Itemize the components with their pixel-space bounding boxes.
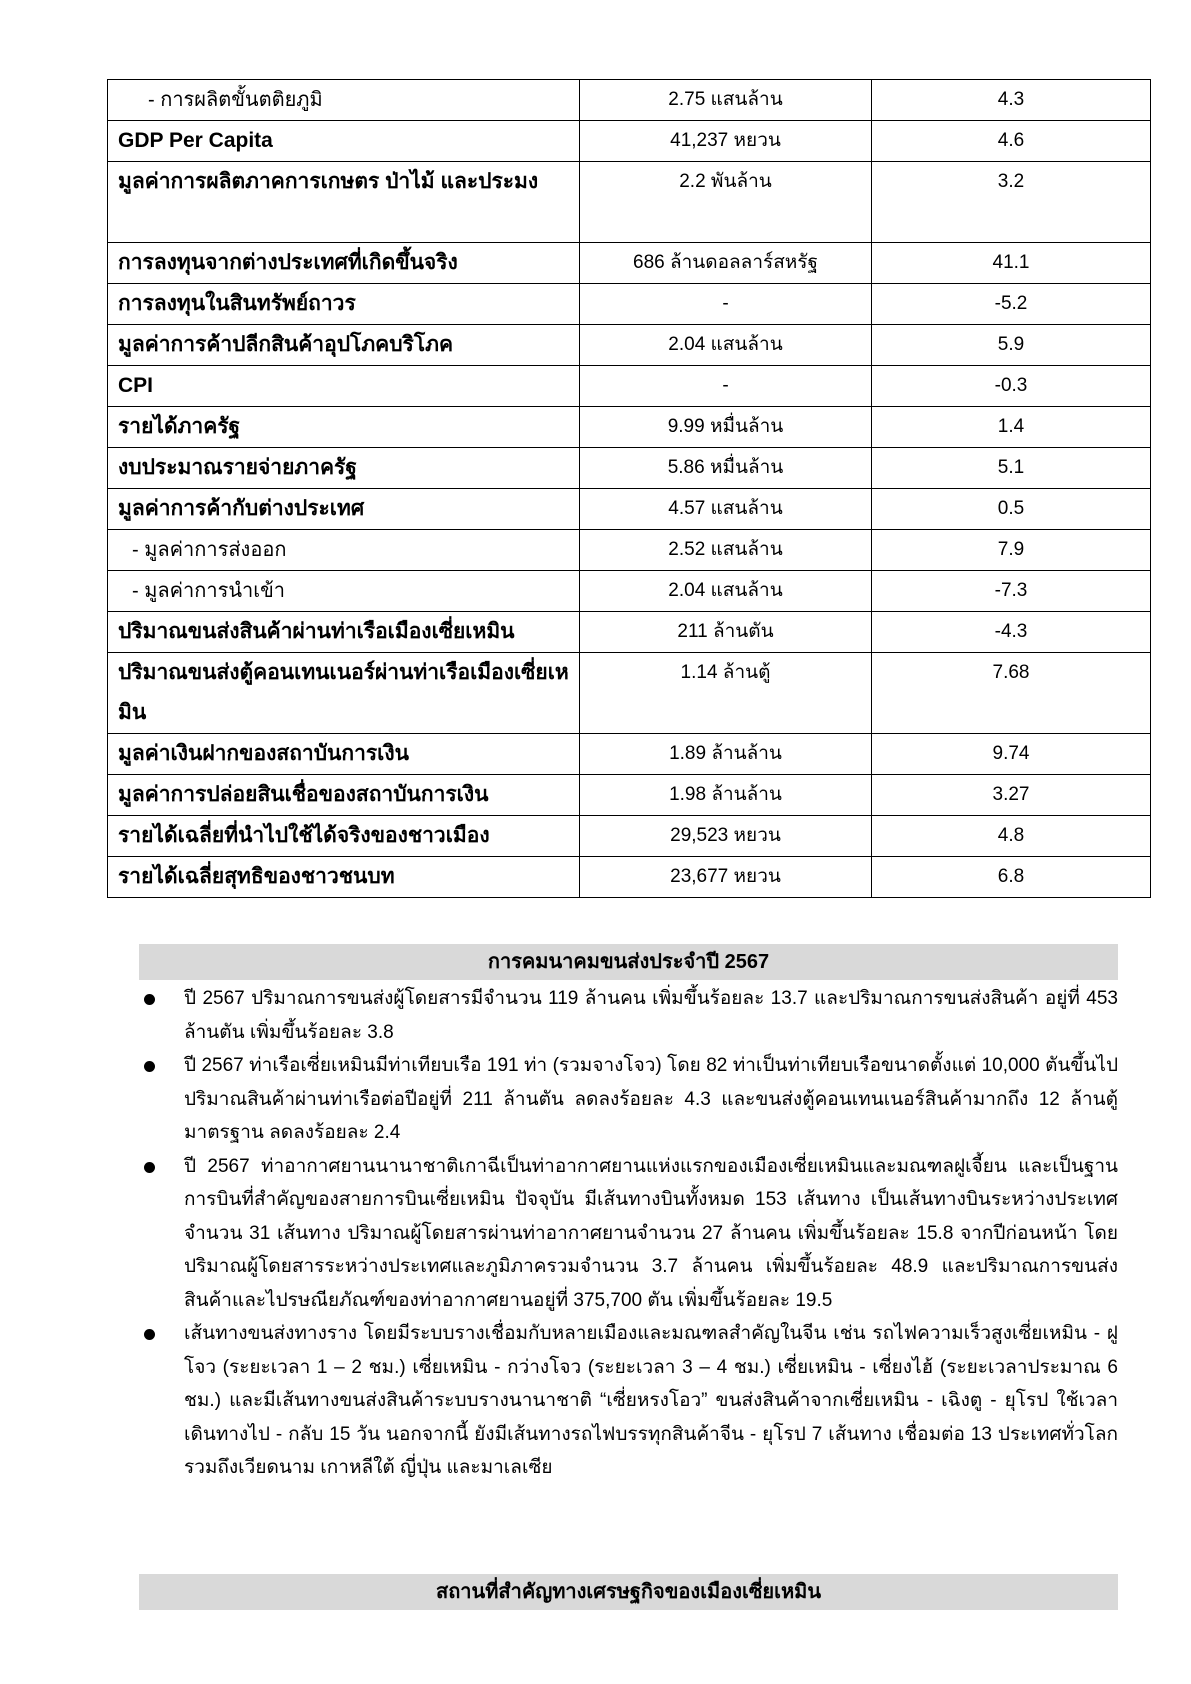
table-row xyxy=(108,775,1151,816)
row-label: มูลค่าการค้าปลีกสินค้าอุปโภคบริโภค xyxy=(108,325,580,366)
transport-bullet-list xyxy=(139,982,1118,1485)
row-value: - xyxy=(580,284,872,325)
row-change: 4.8 xyxy=(872,816,1151,857)
row-value: 2.04 แสนล้าน xyxy=(580,571,872,612)
row-value: 29,523 หยวน xyxy=(580,816,872,857)
row-value: 1.14 ล้านตู้ xyxy=(580,653,872,734)
list-item xyxy=(139,1317,1118,1485)
table-row xyxy=(108,816,1151,857)
row-label: มูลค่าการผลิตภาคการเกษตร ป่าไม้ และประมง xyxy=(108,162,580,243)
row-change: 7.68 xyxy=(872,653,1151,734)
bullet-icon xyxy=(144,1061,155,1072)
row-label: ปริมาณขนส่งตู้คอนเทนเนอร์ผ่านท่าเรือเมืองเซี่ยเหมิน xyxy=(108,653,580,734)
row-change: -4.3 xyxy=(872,612,1151,653)
row-label: CPI xyxy=(108,366,580,407)
row-change: 1.4 xyxy=(872,407,1151,448)
bullet-text: ปี 2567 ปริมาณการขนส่งผู้โดยสารมีจำนวน 119 ล้านคน เพิ่มขึ้นร้อยละ 13.7 และปริมาณการขนส่งสินค้า อยู่ที่ 453 ล้านตัน เพิ่มขึ้นร้อยละ 3.8 xyxy=(184,988,1118,1043)
row-value: 5.86 หมื่นล้าน xyxy=(580,448,872,489)
table-row xyxy=(108,121,1151,162)
list-item xyxy=(139,982,1118,1049)
table-row xyxy=(108,612,1151,653)
row-label: - การผลิตขั้นตติยภูมิ xyxy=(108,80,580,121)
row-value: 2.04 แสนล้าน xyxy=(580,325,872,366)
table-row xyxy=(108,448,1151,489)
bullet-icon xyxy=(144,1162,155,1173)
table-row xyxy=(108,325,1151,366)
table-row xyxy=(108,653,1151,734)
row-value: 2.2 พันล้าน xyxy=(580,162,872,243)
row-value: 9.99 หมื่นล้าน xyxy=(580,407,872,448)
row-change: 6.8 xyxy=(872,857,1151,898)
row-label: - มูลค่าการส่งออก xyxy=(108,530,580,571)
table-row xyxy=(108,162,1151,243)
row-label: รายได้ภาครัฐ xyxy=(108,407,580,448)
table-row xyxy=(108,734,1151,775)
row-label: มูลค่าเงินฝากของสถาบันการเงิน xyxy=(108,734,580,775)
table-row xyxy=(108,284,1151,325)
row-label: รายได้เฉลี่ยที่นำไปใช้ได้จริงของชาวเมือง xyxy=(108,816,580,857)
row-change: 5.1 xyxy=(872,448,1151,489)
row-label: การลงทุนในสินทรัพย์ถาวร xyxy=(108,284,580,325)
table-row xyxy=(108,80,1151,121)
table-row xyxy=(108,571,1151,612)
row-change: 9.74 xyxy=(872,734,1151,775)
bullet-text: ปี 2567 ท่าอากาศยานนานาชาติเกาฉีเป็นท่าอากาศยานแห่งแรกของเมืองเซี่ยเหมินและมณฑลฝูเจี้ยน และเป็นฐานการบินที่สำคัญของสายการบินเซี่ยเหมิน ปัจจุบัน มีเส้นทางบินทั้งหมด 153 เส้นทาง เป็นเส้นทางบินระหว่างประเทศจำนวน 31 เส้นทาง ปริมาณผู้โดยสารผ่านท่าอากาศยานจำนวน 27 ล้านคน เพิ่มขึ้นร้อยละ 15.8 จากปีก่อนหน้า โดยปริมาณผู้โดยสารระหว่างประเทศและภูมิภาครวมจำนวน 3.7 ล้านคน เพิ่มขึ้นร้อยละ 48.9 และปริมาณการขนส่งสินค้าและไปรษณียภัณฑ์ของท่าอากาศยานอยู่ที่ 375,700 ตัน เพิ่มขึ้นร้อยละ 19.5 xyxy=(184,1155,1118,1311)
row-value: 686 ล้านดอลลาร์สหรัฐ xyxy=(580,243,872,284)
row-label: ปริมาณขนส่งสินค้าผ่านท่าเรือเมืองเซี่ยเหมิน xyxy=(108,612,580,653)
row-change: 41.1 xyxy=(872,243,1151,284)
row-value: 2.75 แสนล้าน xyxy=(580,80,872,121)
row-label: การลงทุนจากต่างประเทศที่เกิดขึ้นจริง xyxy=(108,243,580,284)
row-change: -7.3 xyxy=(872,571,1151,612)
row-label: รายได้เฉลี่ยสุทธิของชาวชนบท xyxy=(108,857,580,898)
row-label: งบประมาณรายจ่ายภาครัฐ xyxy=(108,448,580,489)
row-change: 3.2 xyxy=(872,162,1151,243)
bullet-text: เส้นทางขนส่งทางราง โดยมีระบบรางเชื่อมกับหลายเมืองและมณฑลสำคัญในจีน เช่น รถไฟความเร็วสูงเซี่ยเหมิน - ฝูโจว (ระยะเวลา 1 – 2 ชม.) เซี่ยเหมิน - กว่างโจว (ระยะเวลา 3 – 4 ชม.) เซี่ยเหมิน - เซี่ยงไฮ้ (ระยะเวลาประมาณ 6 ชม.) และมีเส้นทางขนส่งสินค้าระบบรางนานาชาติ “เซี่ยหรงโอว” ขนส่งสินค้าจากเซี่ยเหมิน - เฉิงตู - ยุโรป ใช้เวลาเดินทางไป - กลับ 15 วัน นอกจากนี้ ยังมีเส้นทางรถไฟบรรทุกสินค้าจีน - ยุโรป 7 เส้นทาง เชื่อมต่อ 13 ประเทศทั่วโลก รวมถึงเวียดนาม เกาหลีใต้ ญี่ปุ่น และมาเลเซีย xyxy=(184,1323,1118,1478)
row-change: 0.5 xyxy=(872,489,1151,530)
table-row xyxy=(108,530,1151,571)
row-value: 2.52 แสนล้าน xyxy=(580,530,872,571)
row-change: 3.27 xyxy=(872,775,1151,816)
row-value: 41,237 หยวน xyxy=(580,121,872,162)
bullet-text: ปี 2567 ท่าเรือเซี่ยเหมินมีท่าเทียบเรือ 191 ท่า (รวมจางโจว) โดย 82 ท่าเป็นท่าเทียบเรือขนาดตั้งแต่ 10,000 ตันขึ้นไป ปริมาณสินค้าผ่านท่าเรือต่อปีอยู่ที่ 211 ล้านตัน ลดลงร้อยละ 4.3 และขนส่งตู้คอนเทนเนอร์สินค้ามากถึง 12 ล้านตู้มาตรฐาน ลดลงร้อยละ 2.4 xyxy=(184,1055,1118,1143)
table-row xyxy=(108,366,1151,407)
row-change: 4.6 xyxy=(872,121,1151,162)
row-change: -0.3 xyxy=(872,366,1151,407)
bullet-icon xyxy=(144,1329,155,1340)
row-change: 7.9 xyxy=(872,530,1151,571)
transport-section-title: การคมนาคมขนส่งประจำปี 2567 xyxy=(139,944,1118,980)
row-value: 1.98 ล้านล้าน xyxy=(580,775,872,816)
row-label: มูลค่าการปล่อยสินเชื่อของสถาบันการเงิน xyxy=(108,775,580,816)
row-value: 1.89 ล้านล้าน xyxy=(580,734,872,775)
row-change: -5.2 xyxy=(872,284,1151,325)
table-row xyxy=(108,857,1151,898)
economic-stats-table xyxy=(107,79,1151,898)
row-change: 5.9 xyxy=(872,325,1151,366)
list-item xyxy=(139,1049,1118,1150)
row-value: 211 ล้านตัน xyxy=(580,612,872,653)
row-label: มูลค่าการค้ากับต่างประเทศ xyxy=(108,489,580,530)
row-value: - xyxy=(580,366,872,407)
table-row xyxy=(108,407,1151,448)
bullet-icon xyxy=(144,994,155,1005)
row-value: 4.57 แสนล้าน xyxy=(580,489,872,530)
table-row xyxy=(108,243,1151,284)
row-value: 23,677 หยวน xyxy=(580,857,872,898)
economic-places-section-title: สถานที่สำคัญทางเศรษฐกิจของเมืองเซี่ยเหมิน xyxy=(139,1574,1118,1610)
row-change: 4.3 xyxy=(872,80,1151,121)
list-item xyxy=(139,1150,1118,1318)
table-row xyxy=(108,489,1151,530)
row-label: - มูลค่าการนำเข้า xyxy=(108,571,580,612)
row-label: GDP Per Capita xyxy=(108,121,580,162)
